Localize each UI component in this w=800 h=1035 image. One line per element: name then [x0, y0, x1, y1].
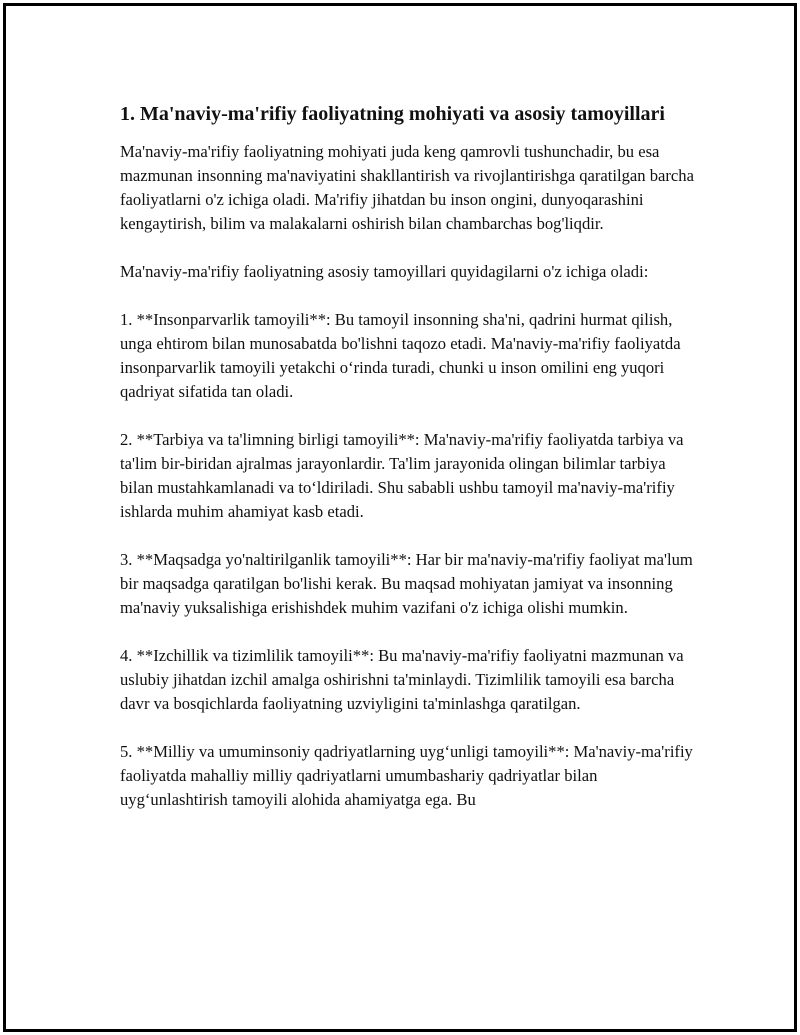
- document-body: [120, 100, 695, 836]
- paragraph-principles-lead: Ma'naviy-ma'rifiy faoliyatning asosiy tamoyillari quyidagilarni o'z ichiga oladi:: [120, 262, 649, 281]
- page-frame: [3, 3, 797, 1032]
- paragraph-principle-5: 5. **Milliy va umuminsoniy qadriyatlarning uyg‘unligi tamoyili**: Ma'naviy-ma'rifiy faoliyatda mahalliy milliy qadriyatlarni umumbashariy qadriyatlar bilan uyg‘unlashtirish tamoyili alohida ahamiyatga ega. Bu: [120, 742, 693, 809]
- section-heading: 1. Ma'naviy-ma'rifiy faoliyatning mohiyati va asosiy tamoyillari: [120, 103, 665, 125]
- paragraph-principle-3: 3. **Maqsadga yo'naltirilganlik tamoyili**: Har bir ma'naviy-ma'rifiy faoliyat ma'lum bir maqsadga qaratilgan bo'lishi kerak. Bu maqsad mohiyatan jamiyat va insonning ma'naviy yuksalishiga erishishdek muhim vazifani o'z ichiga olishi mumkin.: [120, 550, 693, 617]
- paragraph-principle-1: 1. **Insonparvarlik tamoyili**: Bu tamoyil insonning sha'ni, qadrini hurmat qilish, unga ehtirom bilan munosabatda bo'lishni taqozo etadi. Ma'naviy-ma'rifiy faoliyatda insonparvarlik tamoyili yetakchi o‘rinda turadi, chunki u inson omilini eng yuqori qadriyat sifatida tan oladi.: [120, 310, 681, 401]
- paragraph-intro: Ma'naviy-ma'rifiy faoliyatning mohiyati juda keng qamrovli tushunchadir, bu esa mazmunan insonning ma'naviyatini shakllantirish va rivojlantirishga qaratilgan barcha faoliyatlarni o'z ichiga oladi. Ma'rifiy jihatdan bu inson ongini, dunyoqarashini kengaytirish, bilim va malakalarni oshirish bilan chambarchas bog'liqdir.: [120, 142, 694, 233]
- paragraph-principle-2: 2. **Tarbiya va ta'limning birligi tamoyili**: Ma'naviy-ma'rifiy faoliyatda tarbiya va ta'lim bir-biridan ajralmas jarayonlardir. Ta'lim jarayonida olingan bilimlar tarbiya bilan mustahkamlanadi va to‘ldiriladi. Shu sababli ushbu tamoyil ma'naviy-ma'rifiy ishlarda muhim ahamiyat kasb etadi.: [120, 430, 684, 521]
- paragraph-principle-4: 4. **Izchillik va tizimlilik tamoyili**: Bu ma'naviy-ma'rifiy faoliyatni mazmunan va uslubiy jihatdan izchil amalga oshirishni ta'minlaydi. Tizimlilik tamoyili esa barcha davr va bosqichlarda faoliyatning uzviyligini ta'minlashga qaratilgan.: [120, 646, 684, 713]
